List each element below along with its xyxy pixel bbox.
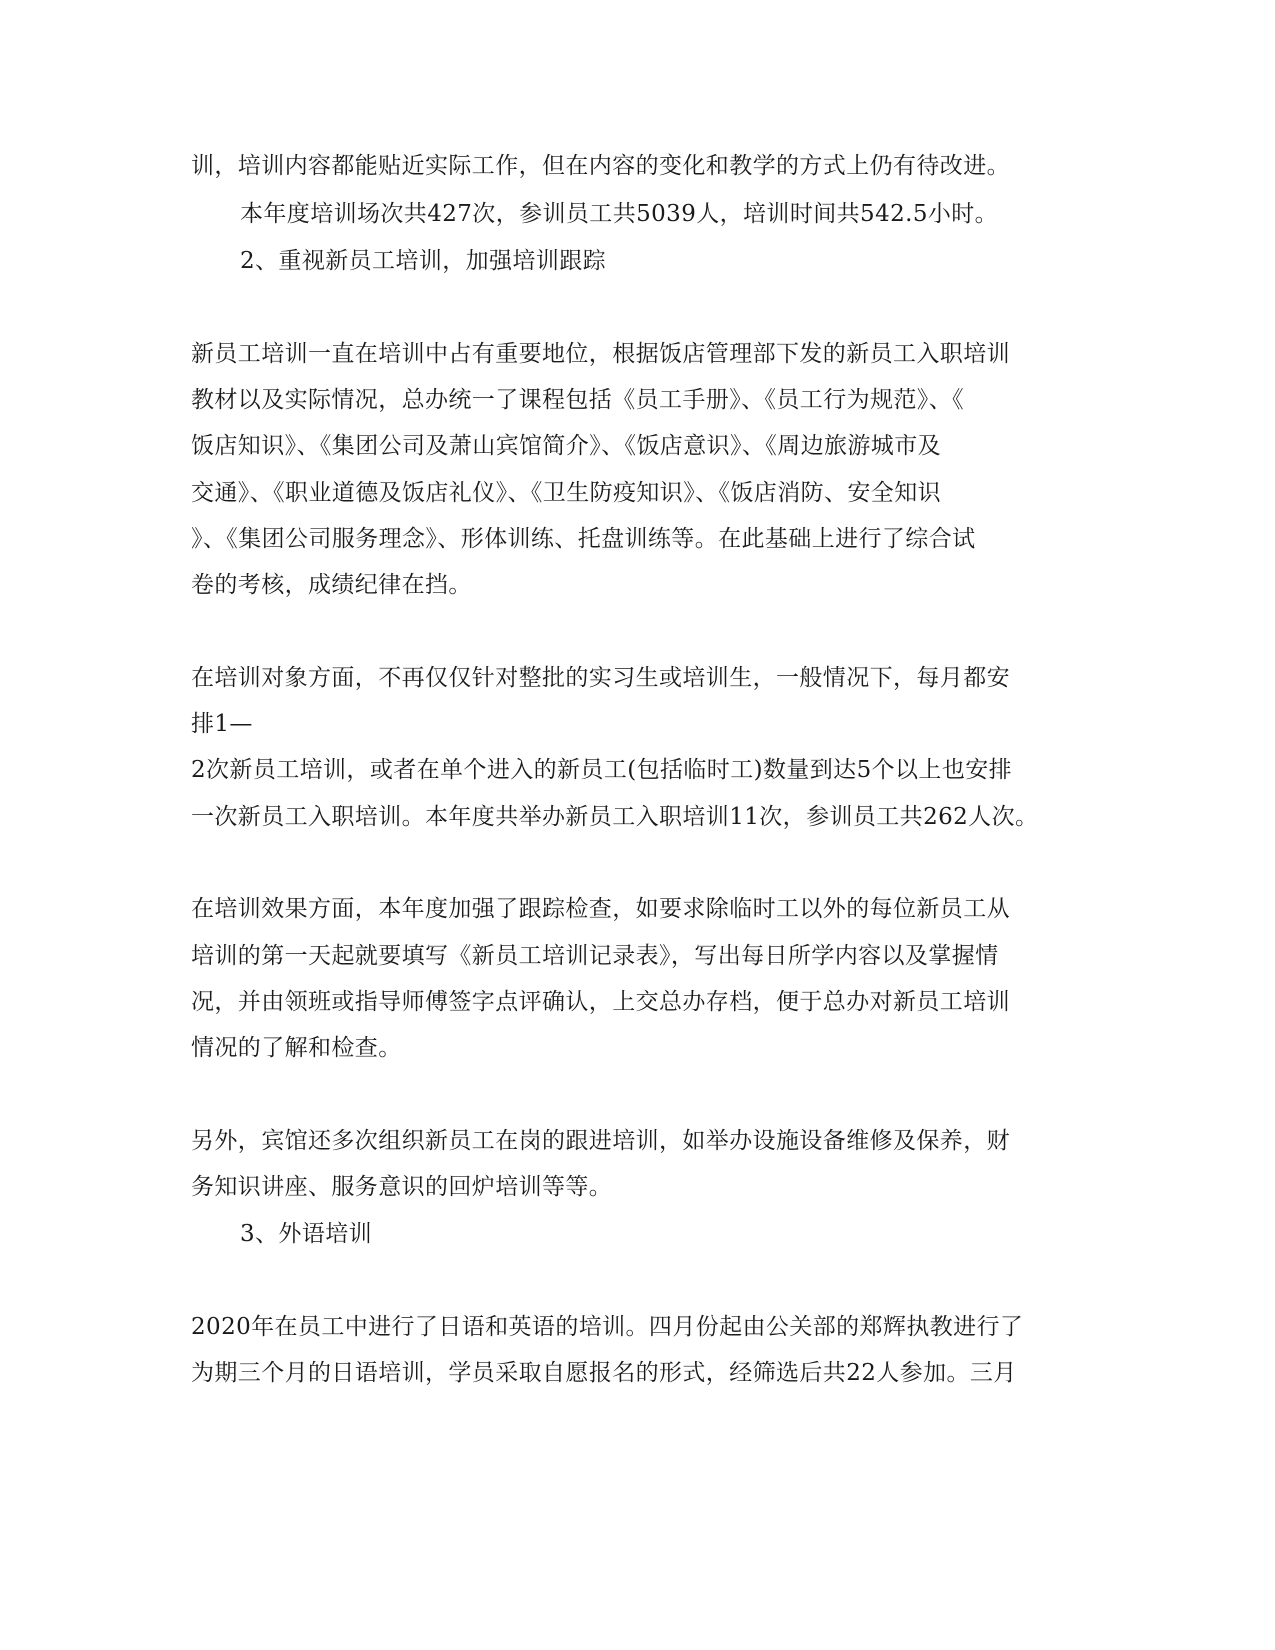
paragraph-line: 2020年在员工中进行了日语和英语的培训。四月份起由公关部的郑辉执教进行了 (191, 1314, 1024, 1340)
paragraph-line: 为期三个月的日语培训，学员采取自愿报名的形式，经筛选后共22人参加。三月 (191, 1360, 1017, 1386)
paragraph-line: 情况的了解和检查。 (191, 1035, 402, 1061)
paragraph-line: 教材以及实际情况，总办统一了课程包括《员工手册》、《员工行为规范》、《 (191, 387, 964, 413)
paragraph-line: 本年度培训场次共427次，参训员工共5039人，培训时间共542.5小时。 (240, 201, 999, 227)
paragraph-line: 卷的考核，成绩纪律在挡。 (191, 572, 472, 598)
paragraph-line: 培训的第一天起就要填写《新员工培训记录表》，写出每日所学内容以及掌握情 (191, 943, 999, 969)
section-heading: 2、重视新员工培训，加强培训跟踪 (240, 248, 607, 274)
paragraph-line: 饭店知识》、《集团公司及萧山宾馆简介》、《饭店意识》、《周边旅游城市及 (191, 433, 941, 459)
paragraph-line: 新员工培训一直在培训中占有重要地位，根据饭店管理部下发的新员工入职培训 (191, 341, 1010, 367)
paragraph-line: 况，并由领班或指导师傅签字点评确认，上交总办存档，便于总办对新员工培训 (191, 989, 1010, 1015)
paragraph-line: 排1— (191, 711, 253, 737)
paragraph-line: 》、《集团公司服务理念》、形体训练、托盘训练等。在此基础上进行了综合试 (191, 526, 976, 552)
paragraph-line: 一次新员工入职培训。本年度共举办新员工入职培训11次，参训员工共262人次。 (191, 804, 1039, 830)
paragraph-line: 在培训对象方面，不再仅仅针对整批的实习生或培训生，一般情况下，每月都安 (191, 665, 1010, 691)
paragraph-line: 2次新员工培训，或者在单个进入的新员工(包括临时工)数量到达5个以上也安排 (191, 757, 1013, 783)
paragraph-line: 交通》、《职业道德及饭店礼仪》、《卫生防疫知识》、《饭店消防、安全知识 (191, 480, 941, 506)
paragraph-line: 训，培训内容都能贴近实际工作，但在内容的变化和教学的方式上仍有待改进。 (191, 153, 1010, 179)
section-heading: 3、外语培训 (240, 1221, 373, 1247)
paragraph-line: 务知识讲座、服务意识的回炉培训等等。 (191, 1174, 613, 1200)
paragraph-line: 另外，宾馆还多次组织新员工在岗的跟进培训，如举办设施设备维修及保养，财 (191, 1128, 1010, 1154)
paragraph-line: 在培训效果方面，本年度加强了跟踪检查，如要求除临时工以外的每位新员工从 (191, 896, 1010, 922)
